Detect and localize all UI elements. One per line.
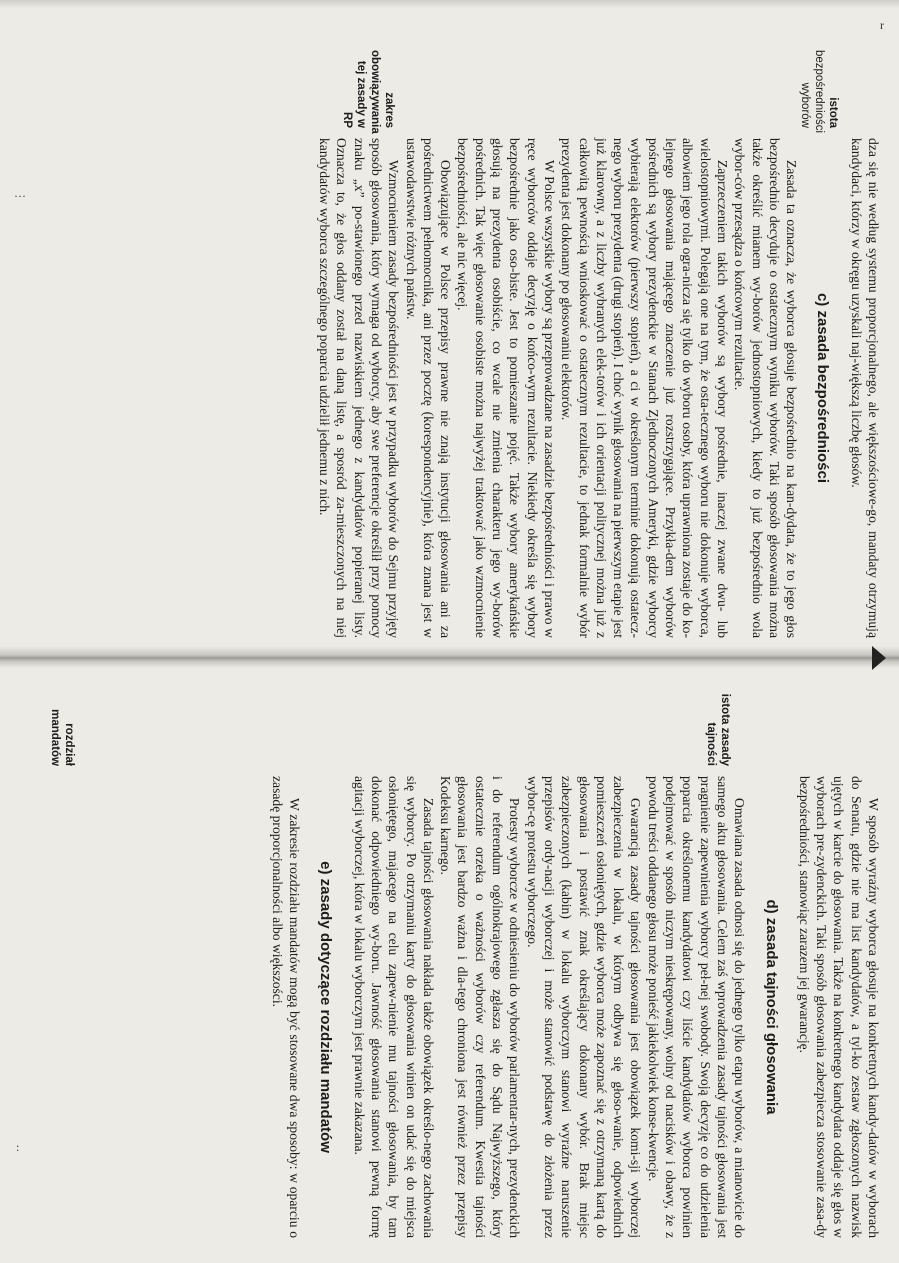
section-heading-c: c) zasada bezpośredniości — [814, 292, 832, 484]
bottom-page-text — [269, 776, 883, 1238]
spine-marker — [872, 646, 886, 670]
margin-note-istota: istota bezpośredniości wyborów — [799, 50, 839, 134]
paragraph: Zasada tajności głosowania nakłada także obowiązek określo-nego zachowania się wyborcy. Po otrzymaniu karty do głosowania winien on udać się do miejsca osłoniętego, majacego na celu zapew-nienie mu tajności głosowania, by tam dokonać odpowiedniego wy-boru. Jawność głosowania stanowi pewną formę agitacji wyborczej, która w lokalu wyborczym jest prawnie zakazana. — [351, 776, 436, 1238]
paragraph: W zakresie rozdziału mandatów mogą być stosowane dwa sposoby: w oparciu o zasadę proporcjonalności albo większości. — [269, 776, 303, 1238]
stray-mark: r — [880, 18, 884, 32]
stray-mark: : — [16, 1140, 20, 1154]
paragraph: Protesty wyborcze w odniesieniu do wyborów parlamentar-nych, prezydenckich i do referendum ogólnokrajowego zgłasza się do Sądu Najwyższego, który ostatecznie orzeka o ważności wyborów czy referendum. Kwestia tajności głosowania jest bardzo ważna i dla-tego chroniona jest również przez przepisy Kodeksu karnego. — [438, 776, 523, 1238]
stray-mark: … — [14, 186, 26, 200]
paragraph: dza się nie według systemu proporcjonalnego, ale większościowe-go, mandaty otrzymują kandydaci, którzy w okręgu uzyskali naj-większą liczbę głosów. — [848, 138, 881, 638]
margin-note-rozdzial: rozdział mandatów — [49, 709, 75, 766]
paragraph: Omawiana zasada odnosi się do jednego tylko etapu wyborów, a mianowicie do samego aktu głosowania. Celem zaś wprowadzenia zasady tajności głosowania jest pragnienie zapewnienia wyborcy peł-nej swobody. Swoją decyzję co do udzielenia poparcia określonemu kandydatowi czy liście kandydatów wyborca powinien podejmować w sposób niczym nieskrępowany, wolny od nacisków i obawy, że z powodu treści oddanego głosu może ponieść jakiekolwiek konse-kwencje. — [645, 776, 748, 1238]
paragraph: Zaprzeczeniem takich wyborów są wybory pośrednie, inaczej zwane dwu- lub wielostopniowymi. Polegają one na tym, że osta-tecznego wyboru nie dokonuje wyborca, albowiem jego rola ogra-nicza się tylko do wyboru osoby, która uprawniona zostaje do ko-lejnego głosowania mającego znaczenie już rozstrzygające. Przykła-dem wyborów pośrednich są wybory prezydenckie w Stanach Zjednoczonych Ameryki, gdzie wyborcy wybierają elektorów (pierwszy stopień), a ci w określonym terminie dokonują ostatecz-nego wyboru prezydenta (drugi stopień). I choć wynik głosowania na pierwszym etapie jest już klarowny, a z liczby wybranych elek-torów i ich orientacji politycznej można już z całkowitą pewnością wnioskować o ostatecznym rezultacie, to jednak formalnie wybór prezydenta jest dokonany po głosowaniu elektorów. — [559, 138, 730, 638]
paragraph: Zasada ta oznacza, że wyborca głosuje bezpośrednio na kan-dydata, że to jego głos bezpośrednio decyduje o ostatecznym wyniku wyborów. Taki sposób głosowania można także określić mianem wy-borów jednostopniowych, kiedy to już bezpośrednio wola wybor-ców przesądza o końcowym rezultacie. — [732, 138, 800, 638]
margin-note-zakres: zakres obowiązywania tej zasady w RP — [341, 50, 395, 134]
paragraph: W sposób wyraźny wyborca głosuje na konkretnych kandy-datów w wyborach do Senatu, gdzie nie ma list kandydatów, a tyl-ko zestaw zgłoszonych nazwisk ujętych w karcie do głosowania. Także na konkretnego kandydata oddaje się głos w wyborach pre-zydenckich. Taki sposób głosowania zabezpiecza stosowanie zasa-dy bezpośredniości, stanowiąc zarazem jej gwarancję. — [796, 776, 881, 1238]
margin-note-istota-tajnosci: istota zasady tajności — [705, 693, 731, 766]
section-heading-e: e) zasady dotyczące rozdziału mandatów — [317, 861, 335, 1153]
paragraph: Wzmocnieniem zasady bezpośredniości jest w przypadku wyborów do Sejmu przyjęty sposób głosowania, który wymaga od wyborcy, aby swe preferencje określił przy pomocy znaku „x” po-stawionego przed nazwiskiem jednego z kandydatów popieranej listy. Oznacza to, że głos oddany został na daną listę, a sposród za-mieszczonych na niej kandydatów wyborca szczególnego poparcia udzielił jednemu z nich. — [317, 138, 402, 638]
paragraph: Obowiązujące w Polsce przepisy prawne nie znają instytucji głosowania ani za pośrednictwem pełnomocnika, ani przez pocztę (korespondencyjnie), która znana jest w ustawodawstwie różnych państw. — [403, 138, 454, 638]
top-page-text — [316, 138, 882, 638]
scan-top-shadow — [0, 0, 899, 8]
paragraph: W Polsce wszystkie wybory są przeprowadzane na zasadzie bezpośredniości i prawo w ręce wyborców oddaje decyzję o końco-wym rezultacie. Niekiedy określa się wybory bezpośrednie jako oso-biste. Jest to pomieszanie pojęć. Także wybory amerykańskie głosują na prezydenta osobiście, co wcale nie zmienia charakteru jego wy-borów pośrednich. Tak więc głosowanie osobiste można najwyżej traktować jako wzmocnienie bezpośredniości, ale nic więcej. — [455, 138, 557, 638]
paragraph: Gwarancją zasady tajności głosowania jest obowiązek komi-sji wyborczej zabezpieczenia w lokalu, w którym odbywa się głoso-wanie, odpowiednich pomieszczeń osłoniętych, gdzie wyborca może zapoznać się z otrzymaną kartą do głosowania i postawić znak określający dokonany wybór. Brak miejsc zabezpieczonych (kabin) w lokalu wyborczym stanowi wyraźne naruszenie przepisów ordy-nacji wyborczej i może stanowić podstawę do złożenia przez wybor-cę protestu wyborczego. — [524, 776, 644, 1238]
book-spine-shadow — [0, 646, 899, 668]
section-heading-d: d) zasada tajności głosowania — [762, 899, 780, 1115]
